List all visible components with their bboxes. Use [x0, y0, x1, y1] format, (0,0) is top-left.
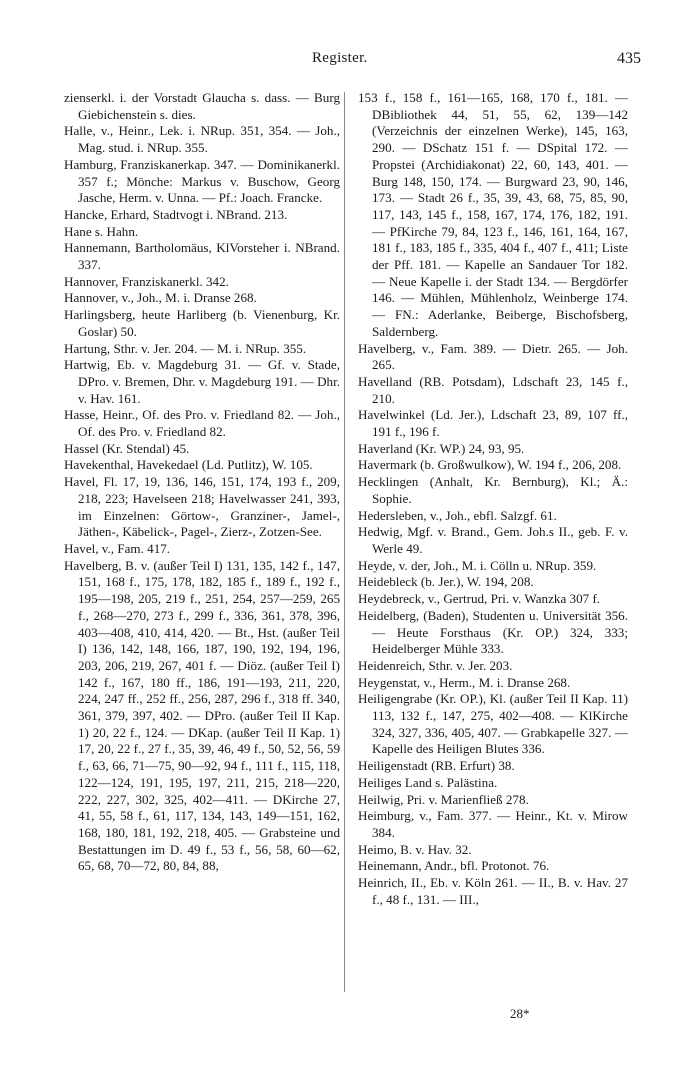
- index-entry: Hassel (Kr. Stendal) 45.: [64, 440, 190, 456]
- index-entry: Havelwinkel (Ld. Jer.), Ldschaft 23, 89, 107 ff., 191 f., 196 f.: [358, 407, 628, 440]
- index-entry: Hartung, Sthr. v. Jer. 204. — M. i. NRup. 355.: [64, 340, 307, 356]
- index-entry: Hannover, v., Joh., M. i. Dranse 268.: [64, 290, 257, 306]
- index-entry: Hane s. Hahn.: [64, 223, 139, 239]
- index-entry: Havermark (b. Großwulkow), W. 194 f., 206, 208.: [358, 457, 622, 473]
- index-entry: Heidenreich, Sthr. v. Jer. 203.: [358, 657, 513, 673]
- index-entry: Heiligengrabe (Kr. OP.), Kl. (außer Teil II Kap. 11) 113, 132 f., 147, 275, 402—408. — KlKirche 324, 327, 336, 405, 407. — Grabkapelle 327. — Kapelle des Heiligen Blutes 336.: [358, 691, 628, 757]
- index-entry: Havel, Fl. 17, 19, 136, 146, 151, 174, 193 f., 209, 218, 223; Havelseen 218; Havelwasser 241, 393, im Einzelnen: Görtow-, Granziner-, Jamel-, Jäthen-, Käbelick-, Pagel-, Zierz-, Zotzen-See.: [64, 474, 340, 540]
- index-entry: Hannemann, Bartholomäus, KlVorsteher i. NBrand. 337.: [64, 240, 340, 273]
- index-entry: Heinemann, Andr., bfl. Protonot. 76.: [358, 858, 550, 874]
- index-entry: Hedwig, Mgf. v. Brand., Gem. Joh.s II., geb. F. v. Werle 49.: [358, 524, 628, 556]
- index-entry: Hedersleben, v., Joh., ebfl. Salzgf. 61.: [358, 507, 557, 523]
- index-entry: Hamburg, Franziskanerkap. 347. — Dominikanerkl. 357 f.; Mönche: Markus v. Buschow, Georg Jasche, Herm. v. Unna. — Pf.: Joach. Francke.: [64, 156, 340, 206]
- index-entry: Heiligenstadt (RB. Erfurt) 38.: [358, 758, 515, 774]
- index-entry: Havelberg, v., Fam. 389. — Dietr. 265. — Joh. 265.: [358, 340, 628, 373]
- index-entry: Hannover, Franziskanerkl. 342.: [64, 273, 229, 289]
- index-entry: Halle, v., Heinr., Lek. i. NRup. 351, 354. — Joh., Mag. stud. i. NRup. 355.: [64, 123, 340, 156]
- index-entry: Heilwig, Pri. v. Marienfließ 278.: [358, 791, 529, 807]
- index-entry: Heidelberg, (Baden), Studenten u. Universität 356. — Heute Forsthaus (Kr. OP.) 324, 333; Heidelberger Mühle 333.: [358, 607, 628, 657]
- index-entry: Heidebleck (b. Jer.), W. 194, 208.: [358, 574, 534, 590]
- index-entry: Heyde, v. der, Joh., M. i. Cölln u. NRup. 359.: [358, 557, 597, 573]
- index-entry: Hartwig, Eb. v. Magdeburg 31. — Gf. v. Stade, DPro. v. Bremen, Dhr. v. Magdeburg 191. — Dhr. v. Hav. 161.: [64, 357, 340, 406]
- index-entry: Heydebreck, v., Gertrud, Pri. v. Wanzka 307 f.: [358, 591, 601, 607]
- index-entry: Hecklingen (Anhalt, Kr. Bernburg), Kl.; Ä.: Sophie.: [358, 474, 628, 506]
- index-entry: Heimburg, v., Fam. 377. — Heinr., Kt. v. Mirow 384.: [358, 808, 628, 840]
- right-column: [358, 90, 628, 908]
- index-entry: Harlingsberg, heute Harliberg (b. Vienenburg, Kr. Goslar) 50.: [64, 307, 340, 339]
- index-entry: 153 f., 158 f., 161—165, 168, 170 f., 181. — DBibliothek 44, 51, 55, 62, 139—142 (Verzeichnis der einzelnen Werke), 145, 163, 290. — DSchatz 151 f. — DSpital 172. — Propstei (Archidiakonat) 22, 60, 143, 401. — Burg 148, 150, 174. — Burgward 23, 90, 146, 173. — Stadt 26 f., 35, 39, 43, 68, 75, 85, 90, 117, 143, 145 f., 158, 167, 174, 176, 182, 191. — PfKirche 79, 84, 123 f., 146, 161, 164, 167, 181 f., 183, 185 f., 335, 404 f., 407 f., 411; Liste der Pff. 181. — Kapelle an Sandauer Tor 182. — Neue Kapelle i. der Stadt 134. — Bergdörfer 146. — Mühlen, Mühlenholz, Weinberge 174. — FN.: Aderlanke, Beiberge, Bischofsberg, Saldernberg.: [358, 90, 628, 339]
- index-entry: Heimo, B. v. Hav. 32.: [358, 841, 472, 857]
- column-divider: [344, 92, 345, 992]
- index-entry: Haverland (Kr. WP.) 24, 93, 95.: [358, 440, 525, 456]
- index-entry: Hancke, Erhard, Stadtvogt i. NBrand. 213.: [64, 206, 288, 222]
- index-entry: Heiliges Land s. Palästina.: [358, 774, 498, 790]
- page-number: 435: [617, 50, 641, 67]
- signature-mark: 28*: [510, 1006, 530, 1021]
- index-entry: Hasse, Heinr., Of. des Pro. v. Friedland 82. — Joh., Of. des Pro. v. Friedland 82.: [64, 407, 340, 440]
- running-head: [0, 50, 700, 74]
- page-title: Register.: [312, 50, 368, 66]
- index-entry: Heinrich, II., Eb. v. Köln 261. — II., B. v. Hav. 27 f., 48 f., 131. — III.,: [358, 875, 628, 907]
- index-entry: Heygenstat, v., Herm., M. i. Dranse 268.: [358, 674, 571, 690]
- index-entry: Havelberg, B. v. (außer Teil I) 131, 135, 142 f., 147, 151, 168 f., 175, 178, 182, 185 f., 189 f., 192 f., 195—198, 205, 219 f., 251, 254, 257—259, 265 f., 268—270, 273 f., 299 f., 336, 361, 378, 396, 403—408, 410, 414, 420. — Bt., Hst. (außer Teil I) 136, 142, 148, 166, 187, 190, 192, 194, 196, 203, 206, 219, 267, 401 f. — Diöz. (außer Teil I) 142 f., 167, 180 ff., 186, 191—193, 211, 220, 224, 247 ff., 252 ff., 256, 287, 296 f., 318 ff. 340, 361, 379, 397, 402. — DPro. (außer Teil II Kap. 1) 20, 22 f., 124. — DKap. (außer Teil II Kap. 1) 17, 20, 22 f., 27 f., 35, 39, 46, 49 f., 50, 52, 56, 59 f., 63, 66, 71—75, 90—92, 94 f., 111 f., 115, 118, 122—124, 191, 195, 197, 211, 215, 218—220, 222, 227, 302, 325, 402—411. — DKirche 27, 41, 55, 58 f., 61, 117, 134, 143, 149—151, 162, 168, 180, 181, 192, 218, 405. — Grabsteine und Bestattungen im D. 49 f., 53 f., 56, 58, 60—62, 65, 68, 70—72, 80, 84, 88,: [64, 557, 340, 874]
- index-entry: zienserkl. i. der Vorstadt Glaucha s. dass. — Burg Giebichenstein s. dies.: [64, 90, 340, 122]
- index-entry: Havekenthal, Havekedael (Ld. Putlitz), W. 105.: [64, 457, 313, 473]
- index-entry: Havelland (RB. Potsdam), Ldschaft 23, 145 f., 210.: [358, 373, 628, 406]
- index-entry: Havel, v., Fam. 417.: [64, 540, 171, 556]
- left-column: [64, 90, 340, 875]
